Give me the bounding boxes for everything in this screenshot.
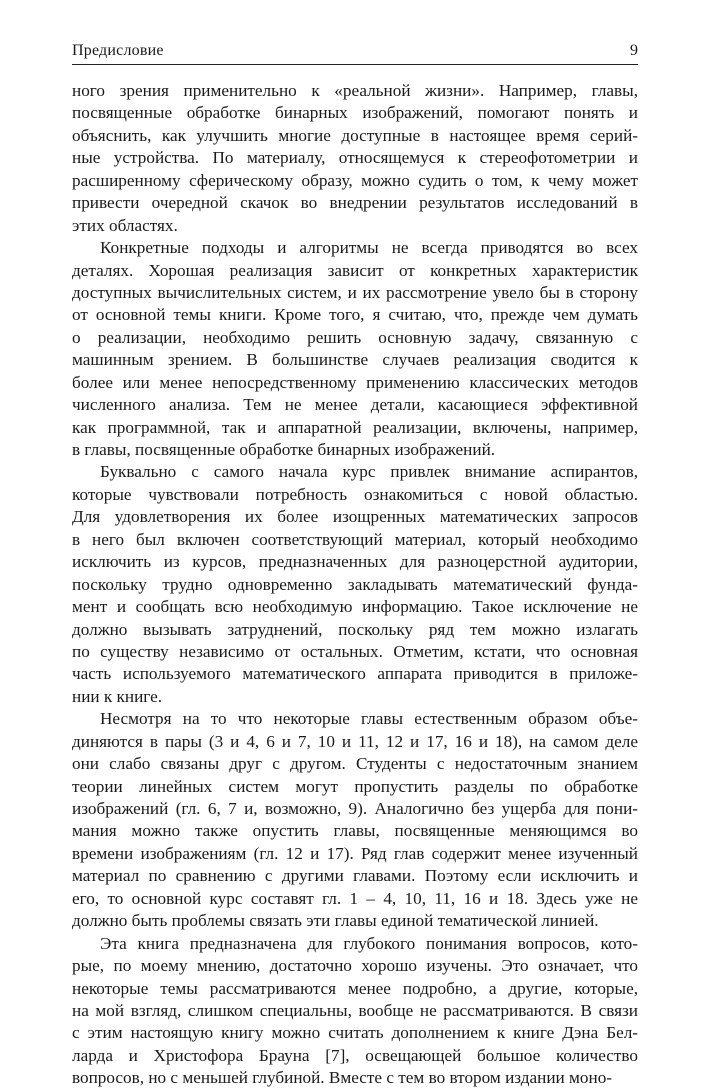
text-line: деталях. Хорошая реализация зависит от конкретных характеристик: [72, 260, 638, 280]
text-line: объяснить, как улучшить многие доступные в настоящее время серий-: [72, 125, 638, 145]
text-line: с этим настоящую книгу можно считать дополнением к книге Дэна Бел-: [72, 1023, 638, 1043]
text-line: в главы, посвященные обработке бинарных изображений.: [72, 440, 496, 459]
text-line: времени изображениям (гл. 12 и 17). Ряд глав содержит менее изученный: [72, 843, 638, 863]
text-line: численного анализа. Тем не менее детали, касающиеся эффективной: [72, 395, 638, 415]
text-line: Буквально с самого начала курс привлек внимание аспирантов,: [100, 462, 638, 482]
text-line: машинным зрением. В большинстве случаев реализация сводится к: [72, 350, 638, 370]
text-line: Несмотря на то что некоторые главы естественным образом объе-: [100, 709, 638, 729]
text-line: они слабо связаны друг с другом. Студенты с недостаточным знанием: [72, 754, 638, 774]
text-line: по существу независимо от остальных. Отметим, кстати, что основная: [72, 641, 638, 661]
text-line: исключить из курсов, предназначенных для разноцерстной аудитории,: [72, 552, 638, 572]
text-line: более или менее непосредственному применению классических методов: [72, 372, 638, 392]
paragraph-5: [72, 933, 638, 1090]
text-line: Конкретные подходы и алгоритмы не всегда приводятся во всех: [100, 238, 638, 258]
paragraph-4: [72, 708, 638, 932]
body-text: [72, 80, 638, 1090]
text-line: Эта книга предназначена для глубокого понимания вопросов, кото-: [100, 933, 638, 953]
paragraph-3: [72, 461, 638, 708]
text-line: изображений (гл. 6, 7 и, возможно, 9). Аналогично без ущерба для пони-: [72, 799, 638, 818]
page-number: 9: [630, 42, 638, 59]
text-line: ные устройства. По материалу, относящемуся к стереофотометрии и: [72, 148, 638, 168]
text-line: расширенному сферическому образу, можно судить о том, к чему может: [72, 170, 638, 190]
text-line: в него был включен соответствующий материал, который необходимо: [72, 529, 638, 549]
text-line: теории линейных систем могут пропустить разделы по обработке: [72, 776, 638, 796]
text-line: ларда и Христофора Брауна [7], освещающей большое количество: [72, 1045, 638, 1065]
text-line: привести очередной скачок во внедрении результатов исследований в: [72, 193, 638, 213]
page-header: [72, 42, 638, 64]
paragraph-1: [72, 80, 638, 237]
text-line: вопросов, но с меньшей глубиной. Вместе с тем во втором издании моно-: [72, 1068, 613, 1088]
text-line: часть используемого математического аппарата приводится в приложе-: [72, 664, 638, 684]
text-line: ного зрения применительно к «реальной жизни». Например, главы,: [72, 81, 638, 100]
text-line: рые, по моему мнению, достаточно хорошо изучены. Это означает, что: [72, 956, 638, 976]
text-line: должно вызывать затруднений, поскольку ряд тем можно излагать: [72, 619, 638, 639]
text-line: некоторые темы рассматриваются менее подробно, а другие, которые,: [72, 978, 638, 998]
text-line: должно быть проблемы связать эти главы единой тематической линией.: [72, 911, 599, 931]
text-line: поскольку трудно одновременно закладывать математический фунда-: [72, 574, 638, 594]
text-line: его, то основной курс составят гл. 1 – 4, 10, 11, 16 и 18. Здесь уже не: [72, 888, 638, 908]
text-line: доступных вычислительных систем, и их рассмотрение увело бы в сторону: [72, 282, 638, 302]
text-line: посвященные обработке бинарных изображений, помогают понять и: [72, 103, 638, 123]
text-line: нии к книге.: [72, 686, 163, 706]
text-line: диняются в пары (3 и 4, 6 и 7, 10 и 11, 12 и 17, 16 и 18), на самом деле: [72, 731, 638, 751]
paragraph-2: [72, 237, 638, 461]
running-title: Предисловие: [72, 42, 164, 59]
text-line: материал по сравнению с другими главами. Поэтому если исключить и: [72, 866, 638, 886]
text-line: о реализации, необходимо решить основную задачу, связанную с: [72, 327, 638, 347]
text-line: от основной темы книги. Кроме того, я считаю, что, прежде чем думать: [72, 305, 638, 325]
header-rule: [72, 64, 638, 65]
text-line: Для удовлетворения их более изощренных математических запросов: [72, 507, 638, 527]
text-line: как программной, так и аппаратной реализации, включены, например,: [72, 417, 638, 437]
text-line: этих областях.: [72, 215, 178, 235]
text-line: на мой взгляд, слишком специальны, вообще не рассматриваются. В связи: [72, 1000, 638, 1020]
text-line: мент и сообщать всю необходимую информацию. Такое исключение не: [72, 597, 638, 617]
text-line: мания можно также опустить главы, посвященные меняющимся во: [72, 821, 638, 841]
text-line: которые чувствовали потребность ознакомиться с новой областью.: [72, 484, 638, 504]
